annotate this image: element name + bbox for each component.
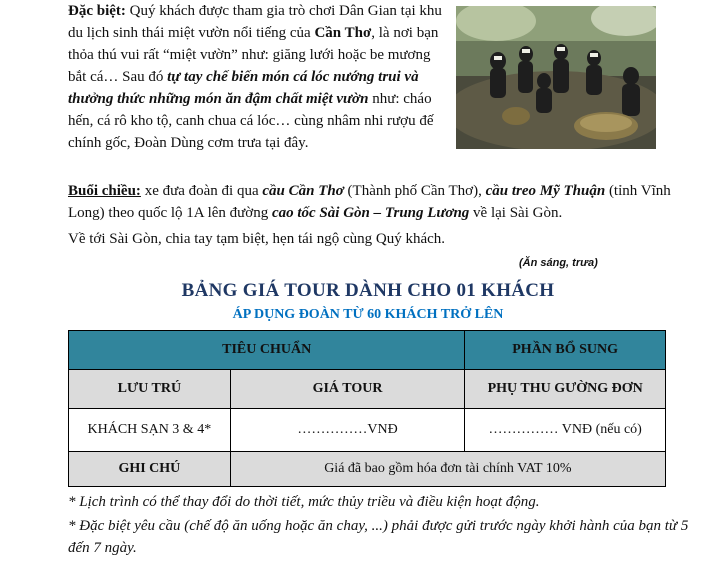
single-price-cell: …………… VNĐ (nếu có) xyxy=(465,409,666,452)
header-extra: PHẦN BỔ SUNG xyxy=(465,331,666,370)
farewell-text: Về tới Sài Gòn, chia tay tạm biệt, hẹn tái ngộ cùng Quý khách. xyxy=(68,231,446,247)
afternoon-text-2: (Thành phố Cần Thơ), xyxy=(343,183,486,199)
table-row-header xyxy=(69,331,666,370)
highway-name: cao tốc Sài Gòn – Trung Lương xyxy=(271,205,470,221)
special-label: Đặc biệt: xyxy=(68,3,126,19)
price-table xyxy=(68,330,666,487)
col-single: PHỤ THU GƯỜNG ĐƠN xyxy=(465,370,666,409)
cooking-highlight: tự tay chế biến món cá lóc nướng trui và thưởng thức những món ăn đậm chất miệt vườn xyxy=(68,69,419,107)
header-standard: TIÊU CHUẨN xyxy=(69,331,465,370)
afternoon-paragraph xyxy=(68,180,708,224)
col-price: GIÁ TOUR xyxy=(230,370,465,409)
fishing-photo xyxy=(456,6,656,149)
special-text-1: Quý khách được tham gia trò chơi Dân Gian tại khu du lịch sinh thái miệt vườn nổi tiếng của xyxy=(68,3,442,41)
bridge-can-tho: cầu Cần Thơ xyxy=(262,183,344,199)
note-label: GHI CHÚ xyxy=(69,452,231,487)
table-row-columns xyxy=(69,370,666,409)
note-value: Giá đã bao gồm hóa đơn tài chính VAT 10% xyxy=(230,452,665,487)
footnote-item: * Đặc biệt yêu cầu (chế độ ăn uống hoặc ăn chay, ...) phải được gửi trước ngày khởi hành của bạn từ 5 đến 7 ngày. xyxy=(68,518,689,556)
table-row xyxy=(69,409,666,452)
footnotes xyxy=(68,491,708,561)
special-activity-paragraph xyxy=(68,0,450,154)
city-name: Cần Thơ xyxy=(314,25,372,41)
fishing-photo-icon xyxy=(456,6,656,149)
afternoon-text-4: về lại Sài Gòn. xyxy=(469,205,563,221)
afternoon-label: Buổi chiều: xyxy=(68,183,141,199)
special-text-2: , là nơi bạn thỏa thú vui rất “miệt vườn” như: giăng lưới hoặc be mương bắt cá… Sau đó xyxy=(68,25,439,85)
table-row-note xyxy=(69,452,666,487)
col-stay: LƯU TRÚ xyxy=(69,370,231,409)
price-table-title: BẢNG GIÁ TOUR DÀNH CHO 01 KHÁCH xyxy=(181,280,555,301)
hotel-cell: KHÁCH SẠN 3 & 4* xyxy=(69,409,231,452)
bridge-my-thuan: cầu treo Mỹ Thuận xyxy=(485,183,606,199)
special-text-3: như: cháo hến, cá rô kho tộ, canh chua cá lóc… cùng nhâm nhi rượu đế chính gốc, Đoàn Dùng cơm trưa tại đây. xyxy=(68,91,434,151)
afternoon-text-1: xe đưa đoàn đi qua xyxy=(140,183,263,199)
price-table-subtitle: ÁP DỤNG ĐOÀN TỪ 60 KHÁCH TRỞ LÊN xyxy=(232,307,504,322)
price-cell: ……………VNĐ xyxy=(230,409,465,452)
meals-note: (Ăn sáng, trưa) xyxy=(519,257,598,269)
footnote-item: * Lịch trình có thể thay đổi do thời tiết, mức thủy triều và điều kiện hoạt động. xyxy=(68,494,540,510)
afternoon-text-3: (tỉnh Vĩnh Long) theo quốc lộ 1A lên đường xyxy=(68,183,671,221)
